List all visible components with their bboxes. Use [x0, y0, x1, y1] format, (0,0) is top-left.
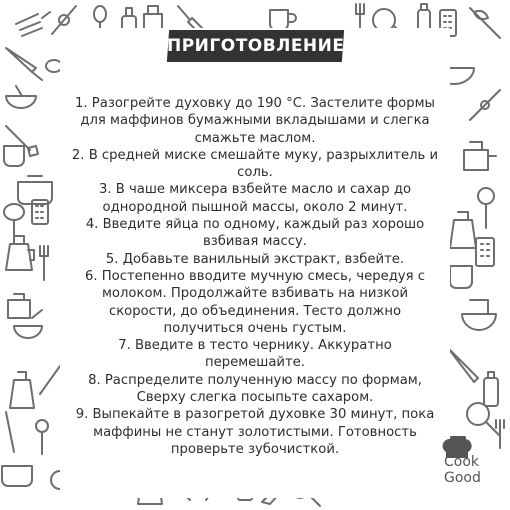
- step-item: 8. Распределите полученную массу по формам, Сверху слегка посыпьте сахаром.: [88, 372, 422, 406]
- bowl-icon: [6, 86, 36, 108]
- knife-icon: [448, 348, 478, 382]
- teapot-icon: [464, 142, 496, 170]
- mortar-icon: [462, 300, 496, 330]
- brand-logo: [432, 436, 504, 492]
- knife-icon: [6, 48, 42, 80]
- pot-icon: [2, 466, 32, 486]
- knife-icon: [6, 412, 14, 452]
- brand-name-line2: Good: [444, 470, 481, 486]
- spoon-icon: [478, 188, 494, 228]
- spoon-icon: [4, 204, 24, 244]
- cup-icon: [450, 266, 472, 288]
- recipe-steps: [68, 95, 442, 458]
- step-item: 5. Добавьте ванильный экстракт, взбейте.: [105, 251, 405, 267]
- rolling-pin-icon: [470, 90, 500, 120]
- cup-icon: [4, 146, 24, 166]
- whisk-icon: [470, 8, 500, 38]
- section-title-banner: [167, 30, 344, 62]
- mortar-icon: [14, 310, 42, 338]
- teapot-icon: [8, 294, 30, 318]
- step-item: 2. В средней миске смешайте муку, разрыхлитель и соль.: [71, 147, 439, 181]
- coffee-pot-icon: [450, 212, 476, 248]
- frying-pan-icon: [467, 403, 500, 436]
- step-item: 6. Постепенно вводите мучную смесь, чередуя с молоком. Продолжайте взбивать на низкой скорости, до объединения. Тесто должно получиться очень густым.: [84, 268, 425, 336]
- step-item: 3. В чаше миксера взбейте масло и сахар до однородной пышной массы, около 2 минут.: [98, 182, 412, 215]
- step-item: 4. Введите яйца по одному, каждый раз хорошо взбивая массу.: [85, 217, 425, 250]
- spatula-icon: [6, 126, 38, 156]
- brand-name-line1: Cook: [444, 454, 480, 470]
- coffee-pot-icon: [10, 372, 34, 408]
- cup-icon: [270, 10, 296, 30]
- whisk-icon: [16, 12, 50, 36]
- bottle-icon: [484, 372, 498, 406]
- rolling-pin-icon: [40, 366, 60, 394]
- fork-icon: [40, 246, 48, 280]
- spoon-icon: [36, 420, 48, 454]
- grater-icon: [476, 238, 494, 266]
- coffee-pot-icon: [6, 236, 34, 270]
- step-item: 1. Разогрейте духовку до 190 °С. Застелите формы для маффинов бумажными вкладышами и слегка смажьте маслом.: [75, 96, 435, 146]
- step-item: 9. Выпекайте в разогретой духовке 30 минут, пока маффины не станут золотистыми. Готовность проверьте зубочисткой.: [75, 407, 435, 457]
- section-title: ПРИГОТОВЛЕНИЕ: [166, 36, 345, 56]
- step-item: 7. Введите в тесто чернику. Аккуратно перемешайте.: [118, 338, 392, 371]
